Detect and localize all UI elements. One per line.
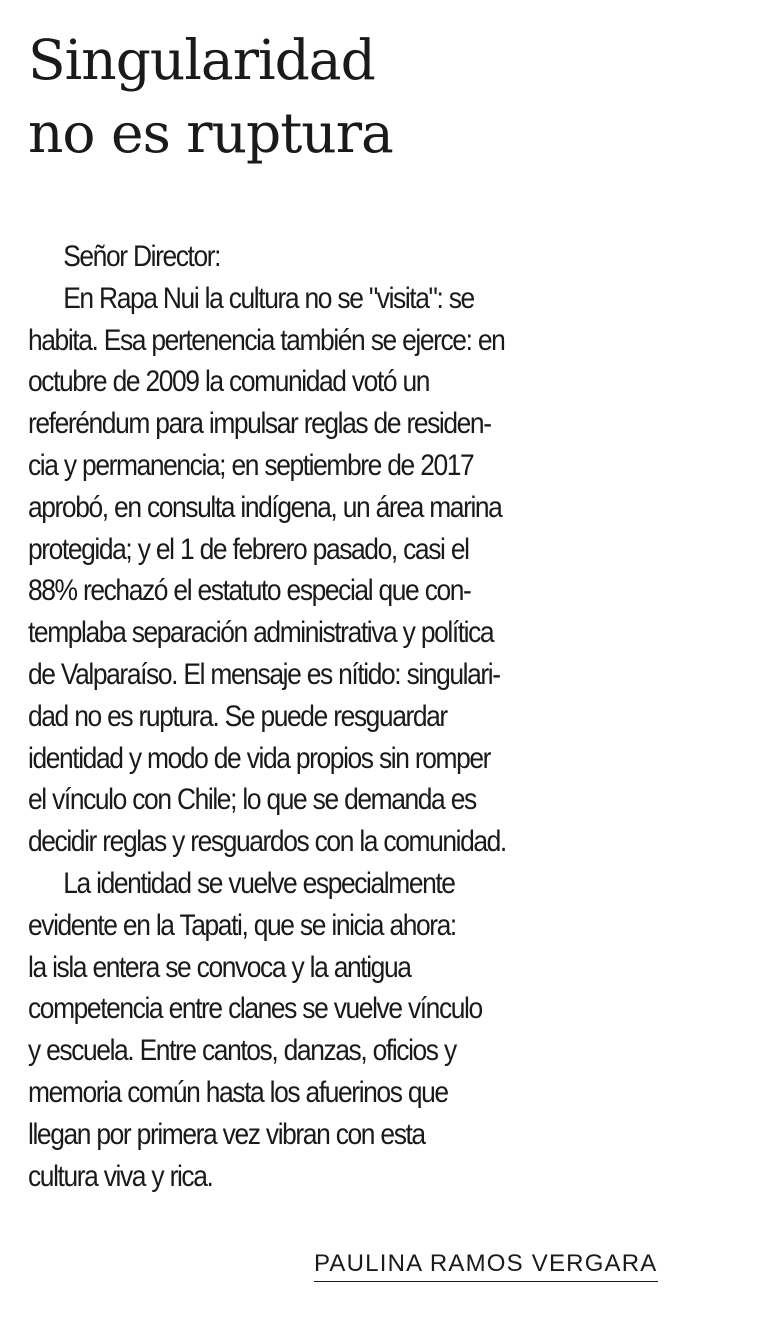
body-line: templaba separación administrativa y política — [28, 616, 494, 650]
body-line: En Rapa Nui la cultura no se "visita": se — [63, 281, 474, 315]
headline-line: no es ruptura — [28, 101, 393, 165]
body-line: habita. Esa pertenencia también se ejerce: en — [28, 323, 505, 357]
body-line: cultura viva y rica. — [28, 1159, 213, 1193]
body-line: aprobó, en consulta indígena, un área marina — [28, 490, 502, 524]
body-line: el vínculo con Chile; lo que se demanda es — [28, 783, 476, 817]
body-line: llegan por primera vez vibran con esta — [28, 1117, 425, 1151]
body-line: y escuela. Entre cantos, danzas, oficios y — [28, 1034, 456, 1068]
body-line: 88% rechazó el estatuto especial que con- — [28, 574, 471, 608]
body-line: identidad y modo de vida propios sin romper — [28, 741, 491, 775]
body-line: competencia entre clanes se vuelve vínculo — [28, 992, 482, 1026]
body-line: referéndum para impulsar reglas de residen- — [28, 407, 491, 441]
body-line: memoria común hasta los afuerinos que — [28, 1075, 448, 1109]
body-line: de Valparaíso. El mensaje es nítido: singulari- — [28, 657, 500, 691]
body-line: evidente en la Tapati, que se inicia ahora: — [28, 908, 456, 942]
letter-body — [28, 236, 582, 1197]
body-line: dad no es ruptura. Se puede resguardar — [28, 699, 447, 733]
headline-line: Singularidad — [28, 28, 375, 92]
headline — [28, 24, 658, 170]
author-signature: PAULINA RAMOS VERGARA — [314, 1249, 658, 1282]
body-line: protegida; y el 1 de febrero pasado, casi el — [28, 532, 469, 566]
salutation: Señor Director: — [63, 240, 221, 273]
body-line: decidir reglas y resguardos con la comunidad. — [28, 825, 506, 859]
letter-article — [28, 24, 658, 1193]
body-line: La identidad se vuelve especialmente — [63, 866, 455, 900]
body-line: cia y permanencia; en septiembre de 2017 — [28, 448, 474, 482]
body-line: octubre de 2009 la comunidad votó un — [28, 365, 430, 399]
body-line: la isla entera se convoca y la antigua — [28, 950, 411, 984]
